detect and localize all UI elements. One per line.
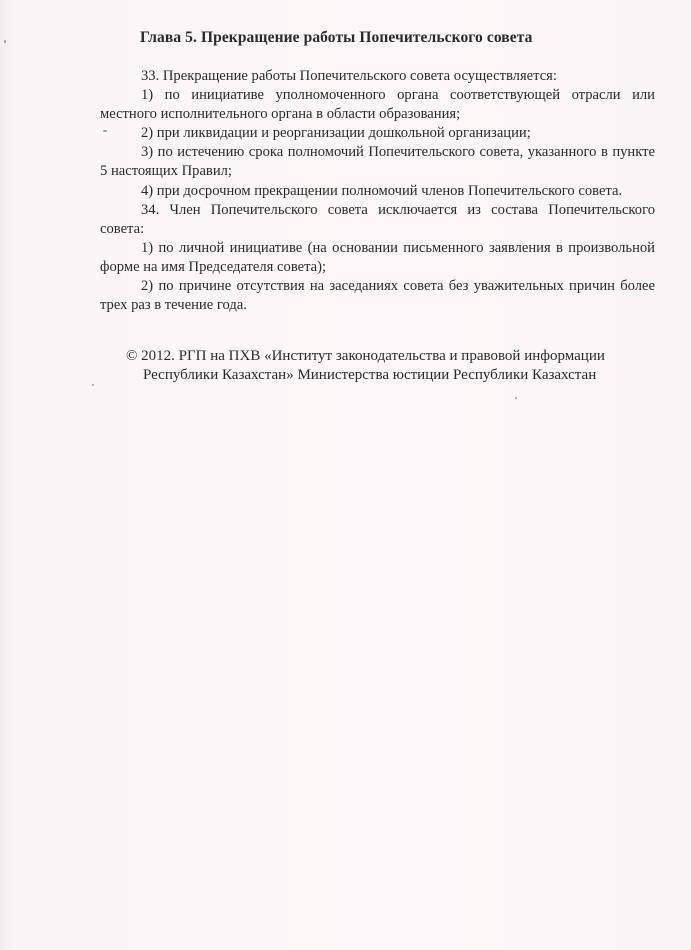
scan-speck [92,384,94,386]
scan-speck [4,40,6,43]
paragraph-33-intro: 33. Прекращение работы Попечительского совета осуществляется: [141,68,557,84]
copyright-line-2: Республики Казахстан» Министерства юстиции Республики Казахстан [143,367,597,383]
body-text [100,67,655,315]
copyright-footer [126,347,646,385]
paragraph-34-item-1: 1) по личной инициативе (на основании письменного заявления в произвольной форме на имя Председателя совета); [100,239,655,275]
paragraph-33-item-4: 4) при досрочном прекращении полномочий членов Попечительского совета. [141,182,623,199]
paragraph-34-item-2: 2) по причине отсутствия на заседаниях совета без уважительных причин более трех раз в течение года. [100,278,655,314]
chapter-title: Глава 5. Прекращение работы Попечительского совета [140,29,533,46]
copyright-line-1: © 2012. РГП на ПХВ «Институт законодательства и правовой информации [126,348,605,364]
scan-speck [515,397,517,399]
paragraph-34-intro: 34. Член Попечительского совета исключается из состава Попечительского совета: [100,201,655,237]
scan-speck [103,130,107,132]
paragraph-33-item-1: 1) по инициативе уполномоченного органа соответствующей отрасли или местного исполнительного органа в области образования; [100,87,655,123]
paragraph-33-item-3: 3) по истечению срока полномочий Попечительского совета, указанного в пункте 5 настоящих Правил; [100,144,655,180]
paragraph-33-item-2: 2) при ликвидации и реорганизации дошкольной организации; [141,125,531,142]
